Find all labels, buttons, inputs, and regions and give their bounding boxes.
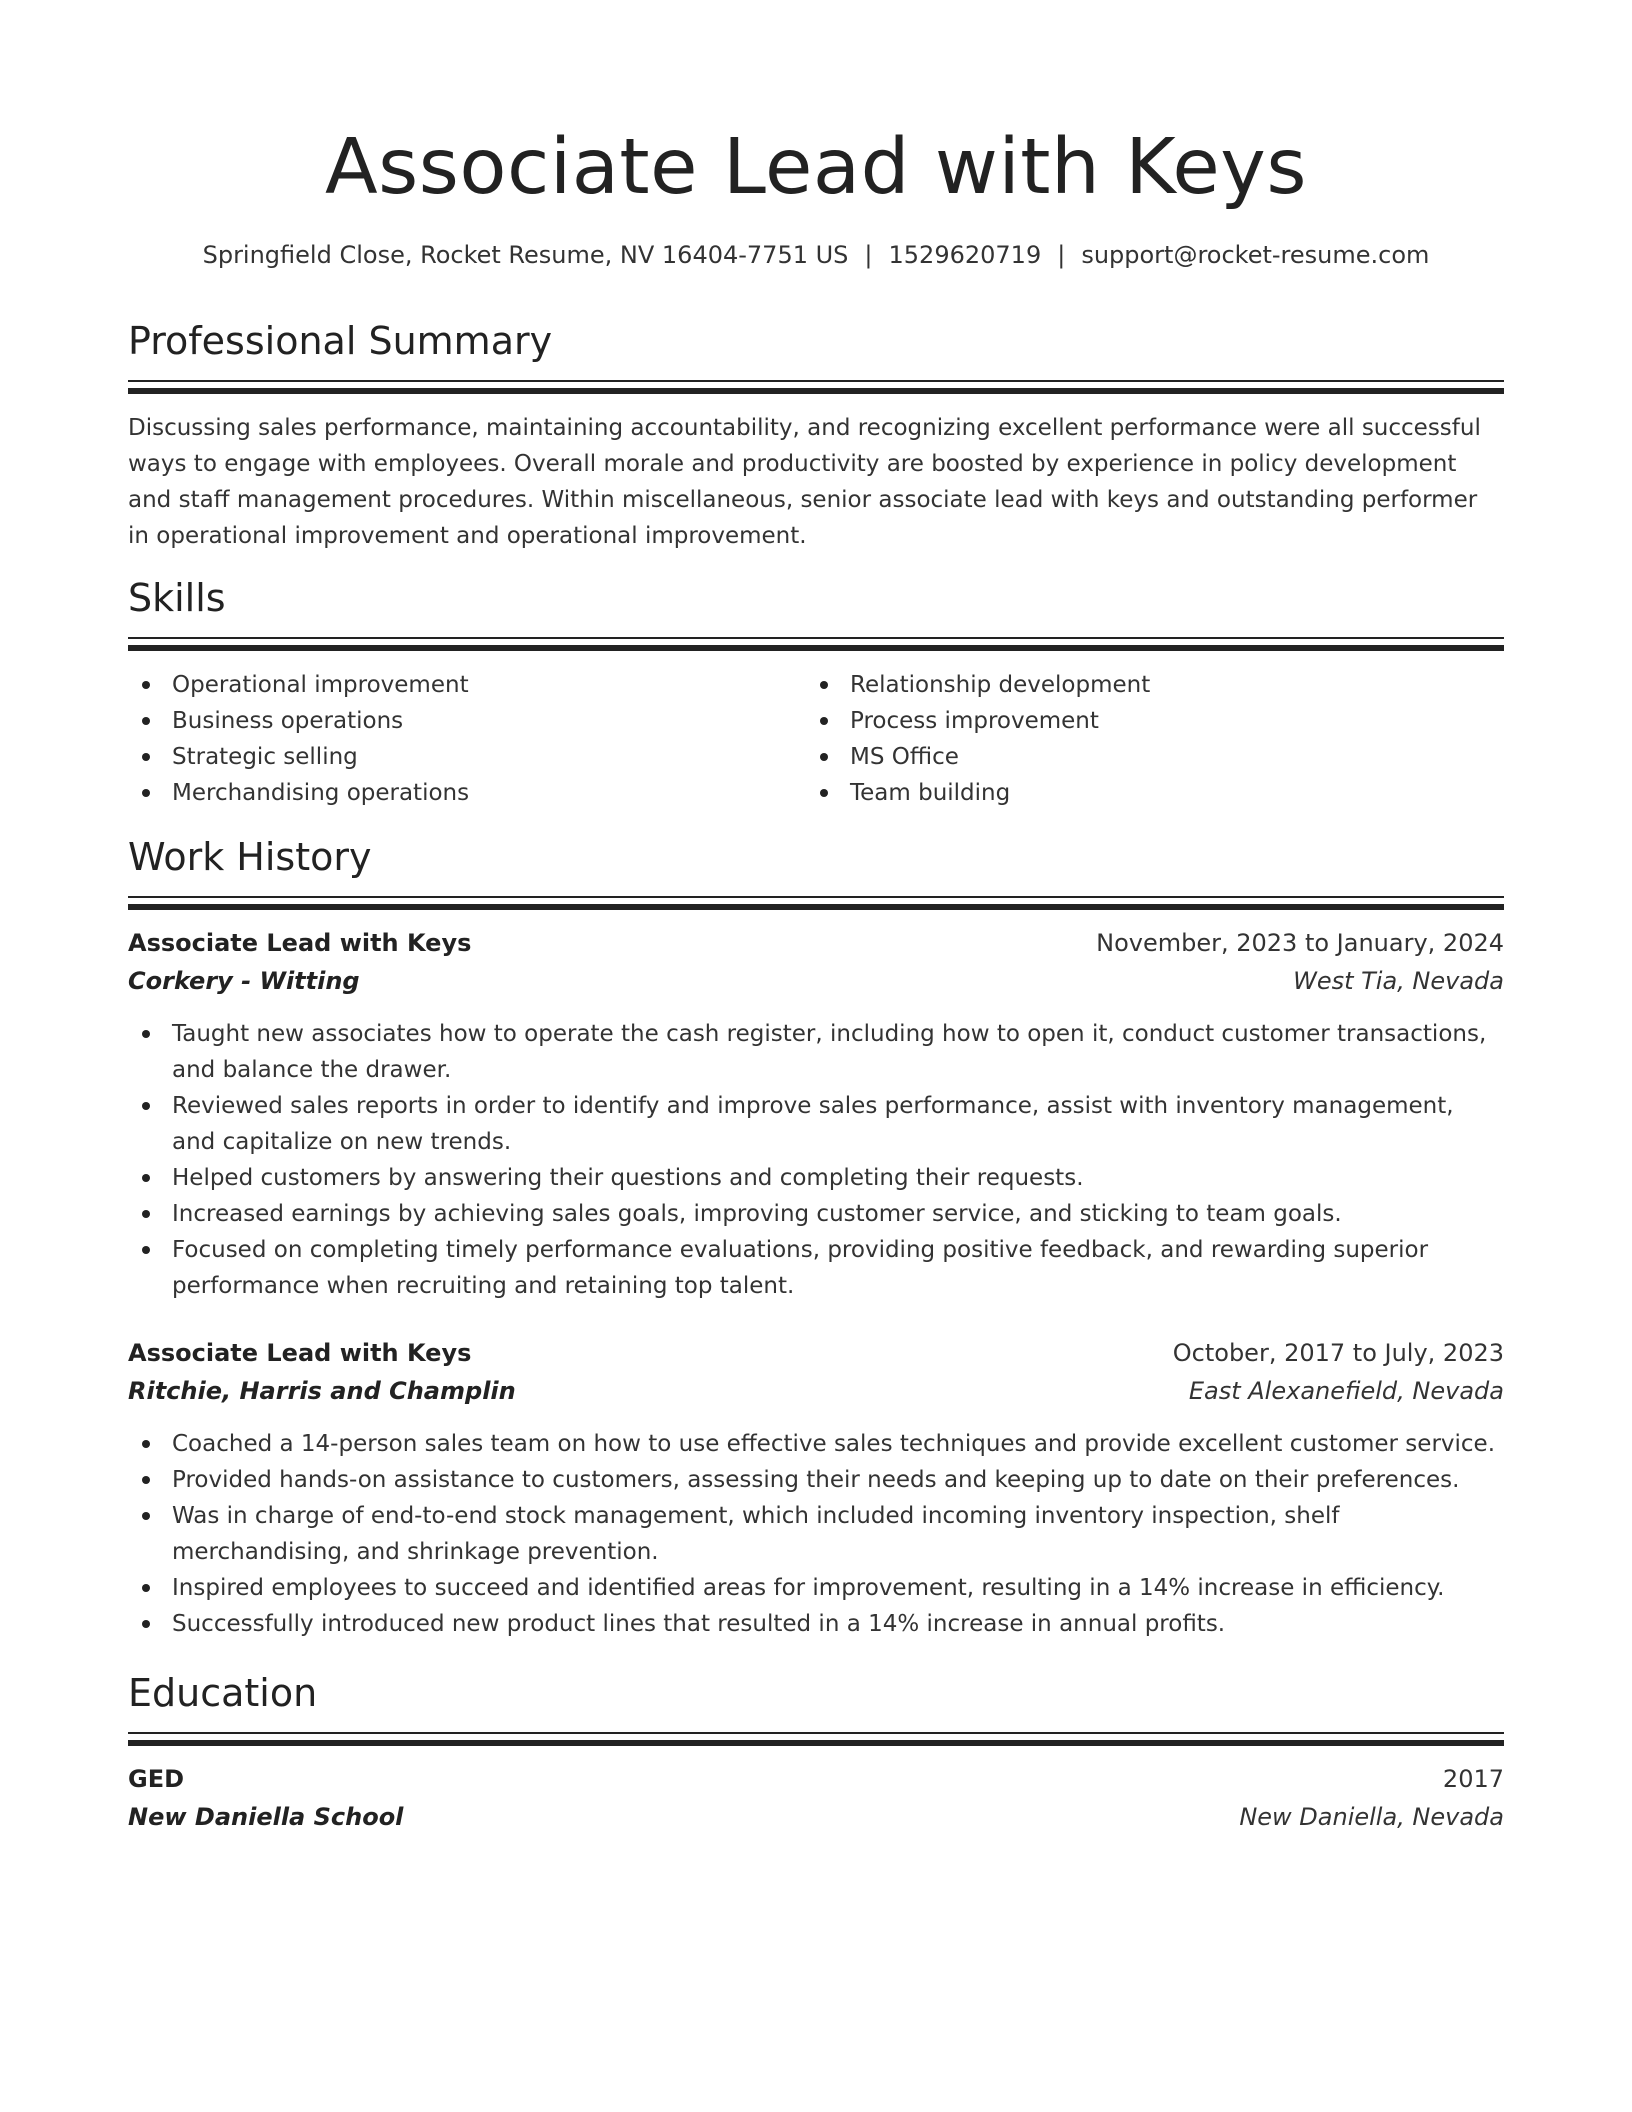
- section-divider: [128, 637, 1504, 639]
- skill-item: Business operations: [128, 703, 806, 739]
- job-bullet-list: [128, 1426, 1504, 1642]
- education-school: New Daniella School: [128, 1803, 404, 1831]
- skill-item: Relationship development: [806, 667, 1484, 703]
- skill-item: Process improvement: [806, 703, 1484, 739]
- contact-address: Springfield Close, Rocket Resume, NV 16404-7751 US: [202, 241, 849, 269]
- section-divider: [128, 1732, 1504, 1734]
- section-divider: [128, 896, 1504, 898]
- section-title-skills: Skills: [128, 576, 226, 620]
- education-subheader: [128, 1798, 1504, 1836]
- job-subheader: [128, 1372, 1504, 1410]
- skill-item: Operational improvement: [128, 667, 806, 703]
- job-bullet-list: [128, 1016, 1504, 1304]
- section-divider: [128, 645, 1504, 651]
- work-section: [128, 832, 1504, 1642]
- job-location: East Alexanefield, Nevada: [1188, 1377, 1504, 1405]
- job-bullet: Increased earnings by achieving sales goals, improving customer service, and sticking to team goals.: [128, 1196, 1504, 1232]
- job-bullet: Coached a 14-person sales team on how to use effective sales techniques and provide excellent customer service.: [128, 1426, 1504, 1462]
- skills-section: [128, 573, 1504, 811]
- resume-name: Associate Lead with Keys: [325, 123, 1307, 212]
- section-title-education: Education: [128, 1671, 318, 1715]
- skill-item: Strategic selling: [128, 739, 806, 775]
- job-bullet: Successfully introduced new product lines that resulted in a 14% increase in annual profits.: [128, 1606, 1504, 1642]
- education-section: [128, 1668, 1504, 1836]
- job-company: Corkery - Witting: [128, 967, 360, 995]
- job-entry: [128, 924, 1504, 1304]
- section-divider: [128, 380, 1504, 382]
- section-divider: [128, 1740, 1504, 1746]
- job-subheader: [128, 962, 1504, 1000]
- skills-grid: [128, 667, 1504, 811]
- summary-text: Discussing sales performance, maintaining accountability, and recognizing excellent performance were all successful ways to engage with employees. Overall morale and productivity are boosted by experience in policy development and staff management procedures. Within miscellaneous, senior associate lead with keys and outstanding performer in operational improvement and operational improvement.: [128, 415, 1481, 549]
- job-dates: October, 2017 to July, 2023: [1172, 1339, 1504, 1367]
- education-degree: GED: [128, 1765, 185, 1793]
- skills-list-right: [806, 667, 1484, 811]
- skill-item: MS Office: [806, 739, 1484, 775]
- job-bullet: Taught new associates how to operate the cash register, including how to open it, conduct customer transactions, and balance the drawer.: [128, 1016, 1504, 1088]
- job-header: [128, 1334, 1504, 1372]
- job-bullet: Provided hands-on assistance to customers, assessing their needs and keeping up to date on their preferences.: [128, 1462, 1504, 1498]
- job-title: Associate Lead with Keys: [128, 1339, 472, 1367]
- contact-separator: |: [1057, 241, 1066, 269]
- education-header: [128, 1760, 1504, 1798]
- skill-item: Team building: [806, 775, 1484, 811]
- job-bullet: Was in charge of end-to-end stock management, which included incoming inventory inspection, shelf merchandising, and shrinkage prevention.: [128, 1498, 1504, 1570]
- education-year: 2017: [1442, 1765, 1504, 1793]
- contact-email[interactable]: support@rocket-resume.com: [1081, 241, 1430, 269]
- job-bullet: Helped customers by answering their questions and completing their requests.: [128, 1160, 1504, 1196]
- contact-phone: 1529620719: [888, 241, 1042, 269]
- section-divider: [128, 904, 1504, 910]
- contact-line: [128, 238, 1504, 272]
- job-header: [128, 924, 1504, 962]
- education-location: New Daniella, Nevada: [1239, 1803, 1504, 1831]
- section-title-summary: Professional Summary: [128, 319, 553, 363]
- job-entry: [128, 1334, 1504, 1642]
- skill-item: Merchandising operations: [128, 775, 806, 811]
- education-entry: [128, 1760, 1504, 1836]
- section-title-work: Work History: [128, 835, 372, 879]
- summary-section: [128, 316, 1504, 554]
- job-location: West Tia, Nevada: [1293, 967, 1504, 995]
- job-bullet: Inspired employees to succeed and identified areas for improvement, resulting in a 14% increase in efficiency.: [128, 1570, 1504, 1606]
- job-title: Associate Lead with Keys: [128, 929, 472, 957]
- contact-separator: |: [864, 241, 873, 269]
- job-bullet: Reviewed sales reports in order to identify and improve sales performance, assist with inventory management, and capitalize on new trends.: [128, 1088, 1504, 1160]
- job-company: Ritchie, Harris and Champlin: [128, 1377, 516, 1405]
- section-divider: [128, 388, 1504, 394]
- job-dates: November, 2023 to January, 2024: [1096, 929, 1504, 957]
- job-bullet: Focused on completing timely performance evaluations, providing positive feedback, and rewarding superior performance when recruiting and retaining top talent.: [128, 1232, 1504, 1304]
- skills-list-left: [128, 667, 806, 811]
